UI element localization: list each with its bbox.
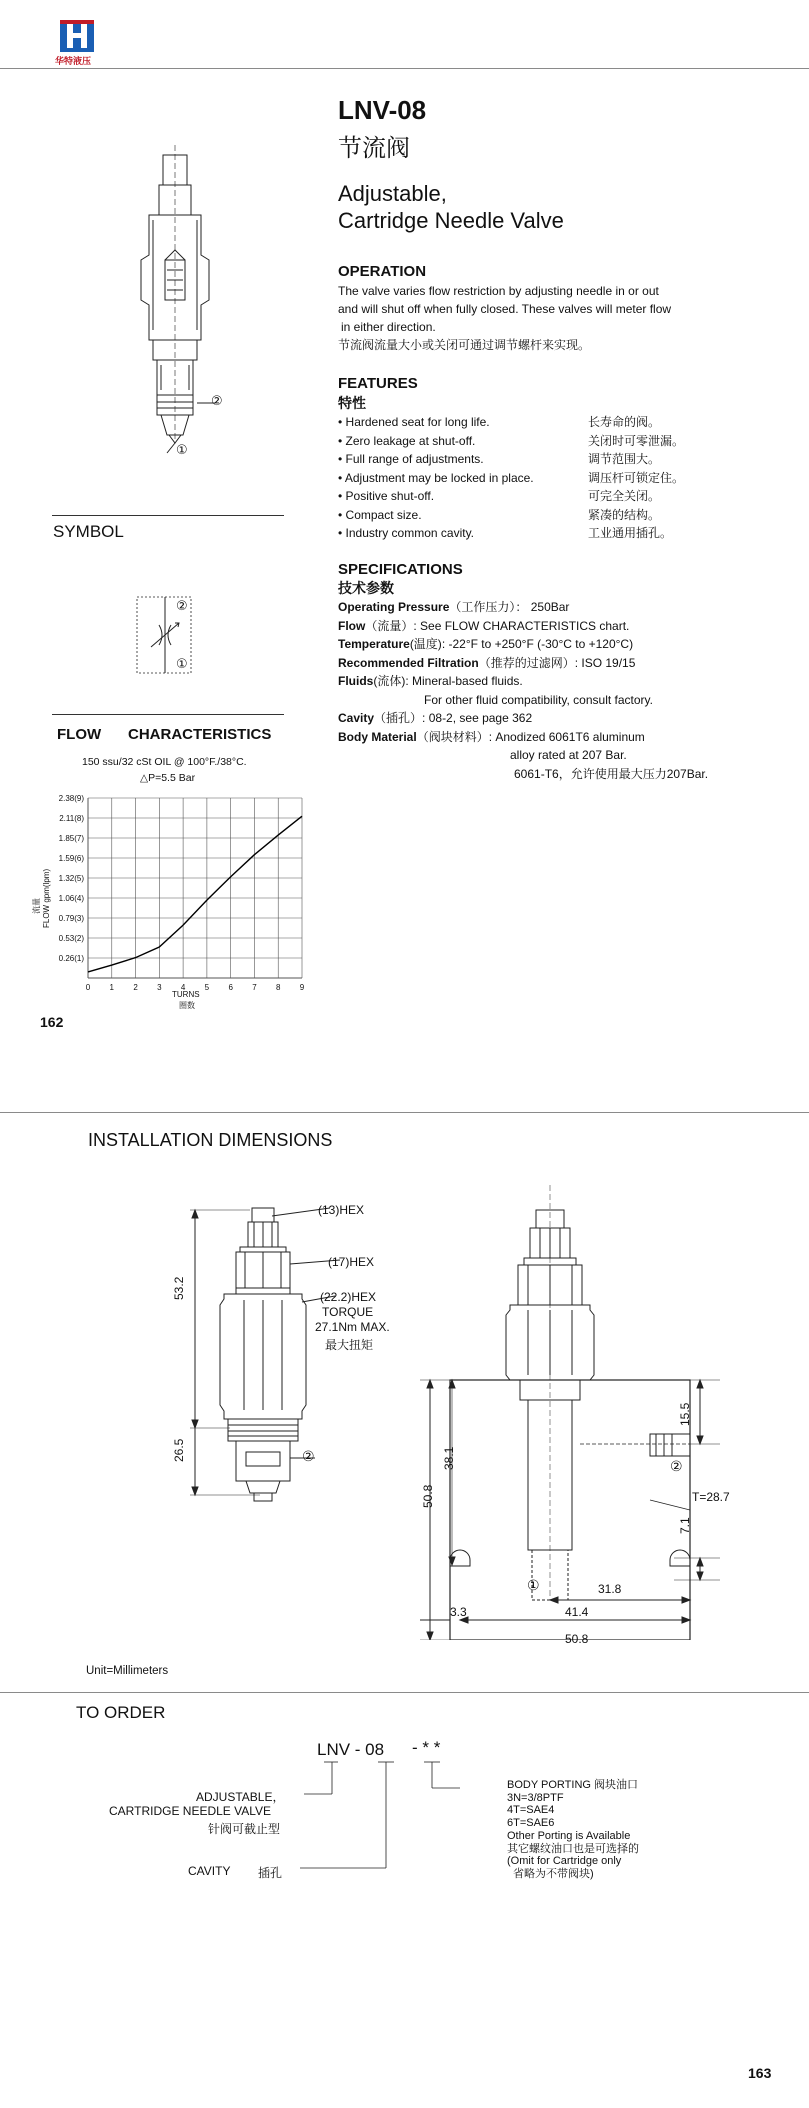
dim-15-5: 15.5 [678,1402,692,1426]
y-tick-label: 1.06(4) [58,894,84,903]
order-code-suffix: - * * [412,1738,441,1757]
top-rule [0,68,809,69]
feature-item-cn: 工业通用插孔。 [588,526,673,540]
y-tick-label: 1.32(5) [58,874,84,883]
specs-list [338,598,708,783]
cartridge-port2: ② [302,1448,315,1464]
chart-grid [88,798,302,978]
spec-pressure: Operating Pressure（工作压力）： 250Bar [338,600,570,614]
order-adj-line1: ADJUSTABLE， [196,1790,285,1804]
feature-item: • Zero leakage at shut-off. [338,433,476,448]
torque-label: TORQUE [322,1305,374,1319]
x-tick-label: 5 [204,983,210,992]
unit-note: Unit=Millimeters [86,1665,169,1677]
feature-item-cn: 紧凑的结构。 [588,507,661,522]
flow-curve [88,816,302,972]
hex13-label: (13)HEX [318,1203,365,1217]
symbol-port2: ② [176,598,188,613]
specs-heading: SPECIFICATIONS [338,561,463,578]
order-leaders [290,1760,490,1880]
features-cn-heading: 特性 [338,395,366,411]
feature-item-cn: 调节范围大。 [588,452,661,466]
order-rule [0,1692,809,1693]
logo-text: 华特液压 [55,56,92,66]
y-tick-label: 0.79(3) [58,914,84,923]
drawing-port2-label: ② [211,393,223,408]
dim-26-5: 26.5 [172,1438,186,1462]
install-heading: INSTALLATION DIMENSIONS [88,1130,333,1150]
dim-T: T=28.7 [692,1490,730,1504]
feature-item-cn: 关闭时可零泄漏。 [588,433,685,448]
drawing-port1-label: ① [176,442,188,457]
order-code: LNV - 08 [317,1740,385,1759]
section-rule [0,1112,809,1113]
operation-cn: 节流阀流量大小或关闭可通过调节螺杆来实现。 [338,338,591,352]
spec-body-line3: 6061-T6，允许使用最大压力207Bar. [514,766,709,781]
body-porting-note: 省略为不带阀块) [513,1867,594,1880]
valve-section-drawing [125,140,265,460]
body-block-drawing [420,1180,750,1640]
hex17-label: (17)HEX [328,1255,375,1269]
x-tick-label: 9 [299,983,305,992]
torque-cn: 最大扭矩 [325,1338,374,1352]
features-list-cn [588,413,684,543]
body-porting-note: (Omit for Cartridge only [507,1855,622,1868]
spec-fluids-line2: For other fluid compatibility, consult factory. [424,692,653,707]
body-porting-option: 3N=3/8PTF [507,1791,564,1804]
y-tick-label: 0.26(1) [58,954,84,963]
chart-y-ticks [59,794,85,963]
feature-item: • Hardened seat for long life. [338,415,490,429]
y-tick-label: 1.59(6) [58,854,84,863]
dim-50-8-horizontal: 50.8 [565,1632,589,1646]
x-tick-label: 2 [133,983,138,992]
flow-heading-left: FLOW [57,726,102,743]
operation-text [338,282,758,354]
x-tick-label: 7 [252,983,257,992]
flow-heading-right: CHARACTERISTICS [128,726,272,743]
x-tick-label: 6 [228,983,233,992]
order-cavity: CAVITY [188,1864,231,1878]
y-tick-label: 0.53(2) [58,934,84,943]
page-number-right: 163 [748,2065,772,2081]
spec-flow: Flow（流量）: See FLOW CHARACTERISTICS chart. [338,618,630,633]
x-tick-label: 4 [180,983,186,992]
flow-condition2: △P=5.5 Bar [140,772,196,784]
valve-symbol [135,595,205,675]
operation-line: and will shut off when fully closed. These valves will meter flow [338,302,672,316]
features-list-en [338,413,534,543]
spec-filtration: Recommended Filtration（推荐的过滤网）: ISO 19/15 [338,655,636,670]
spec-body-line2: alloy rated at 207 Bar. [510,748,627,762]
dim-31-8: 31.8 [598,1582,622,1596]
body-port1: ① [527,1577,540,1593]
flow-condition1: 150 ssu/32 cSt OIL @ 100°F./38°C. [82,756,247,768]
spec-temperature: Temperature(温度): -22°F to +250°F (-30°C to +120°C) [338,637,634,651]
subtitle-line2: Cartridge Needle Valve [338,208,564,233]
flow-chart [30,790,310,1015]
flow-rule [52,714,284,715]
body-porting-option: 4T=SAE4 [507,1804,555,1817]
dim-53-2: 53.2 [172,1276,186,1300]
order-cavity-cn: 插孔 [258,1866,283,1880]
feature-item-cn: 调压杆可锁定住。 [588,470,685,485]
body-port2: ② [670,1458,683,1474]
x-tick-label: 3 [157,983,162,992]
flow-xlabel: TURNS [172,990,200,999]
operation-heading: OPERATION [338,263,427,280]
specs-cn-heading: 技术参数 [338,580,394,596]
spec-cavity: Cavity（插孔）: 08-2, see page 362 [338,711,533,725]
body-porting-note: Other Porting is Available [507,1829,631,1842]
dim-3-3: 3.3 [450,1605,467,1619]
torque-value: 27.1Nm MAX. [315,1320,390,1334]
operation-line: in either direction. [341,320,436,334]
feature-item: • Compact size. [338,507,422,522]
flow-xlabel-cn: 圈数 [179,1001,195,1010]
dim-41-4: 41.4 [565,1605,589,1619]
feature-item: • Full range of adjustments. [338,452,484,466]
body-porting-list [507,1779,639,1881]
hex22-label: (22.2)HEX [320,1290,377,1304]
model-title: LNV-08 [338,95,427,125]
feature-item: • Positive shut-off. [338,489,435,503]
feature-item-cn: 长寿命的阀。 [588,415,661,429]
model-cn-name: 节流阀 [338,135,410,162]
dim-7-1: 7.1 [678,1517,692,1534]
spec-fluids: Fluids(流体): Mineral-based fluids. [338,674,523,688]
page-number-left: 162 [40,1014,64,1030]
body-porting-option: 6T=SAE6 [507,1817,555,1830]
symbol-rule [52,515,284,516]
dim-38-1: 38.1 [442,1446,456,1470]
chart-series [88,816,302,972]
operation-line: The valve varies flow restriction by adjusting needle in or out [338,284,659,298]
y-tick-label: 2.11(8) [59,814,84,823]
flow-ylabel: FLOW gpm(lpm) [42,868,51,928]
order-heading: TO ORDER [76,1703,166,1722]
order-adj-line2: CARTRIDGE NEEDLE VALVE [109,1804,272,1818]
feature-item-cn: 可完全关闭。 [588,489,661,503]
features-heading: FEATURES [338,375,418,392]
x-tick-label: 8 [275,983,281,992]
spec-body-material: Body Material（阀块材料）: Anodized 6061T6 aluminum [338,729,645,744]
feature-item: • Industry common cavity. [338,526,475,540]
feature-item: • Adjustment may be locked in place. [338,470,534,485]
body-porting-heading: BODY PORTING 阀块油口 [507,1779,639,1791]
y-tick-label: 1.85(7) [58,834,84,843]
dim-50-8-vertical: 50.8 [421,1484,435,1508]
y-tick-label: 2.38(9) [58,794,84,803]
x-tick-label: 1 [109,983,115,992]
body-porting-note: 其它螺纹油口也是可选择的 [507,1842,639,1855]
subtitle-line1: Adjustable, [338,181,447,206]
symbol-port1: ① [176,656,188,671]
order-adj-cn: 针阀可截止型 [208,1822,281,1836]
flow-ylabel-cn: 流量 [32,898,41,914]
x-tick-label: 0 [85,983,91,992]
symbol-heading: SYMBOL [53,522,124,541]
